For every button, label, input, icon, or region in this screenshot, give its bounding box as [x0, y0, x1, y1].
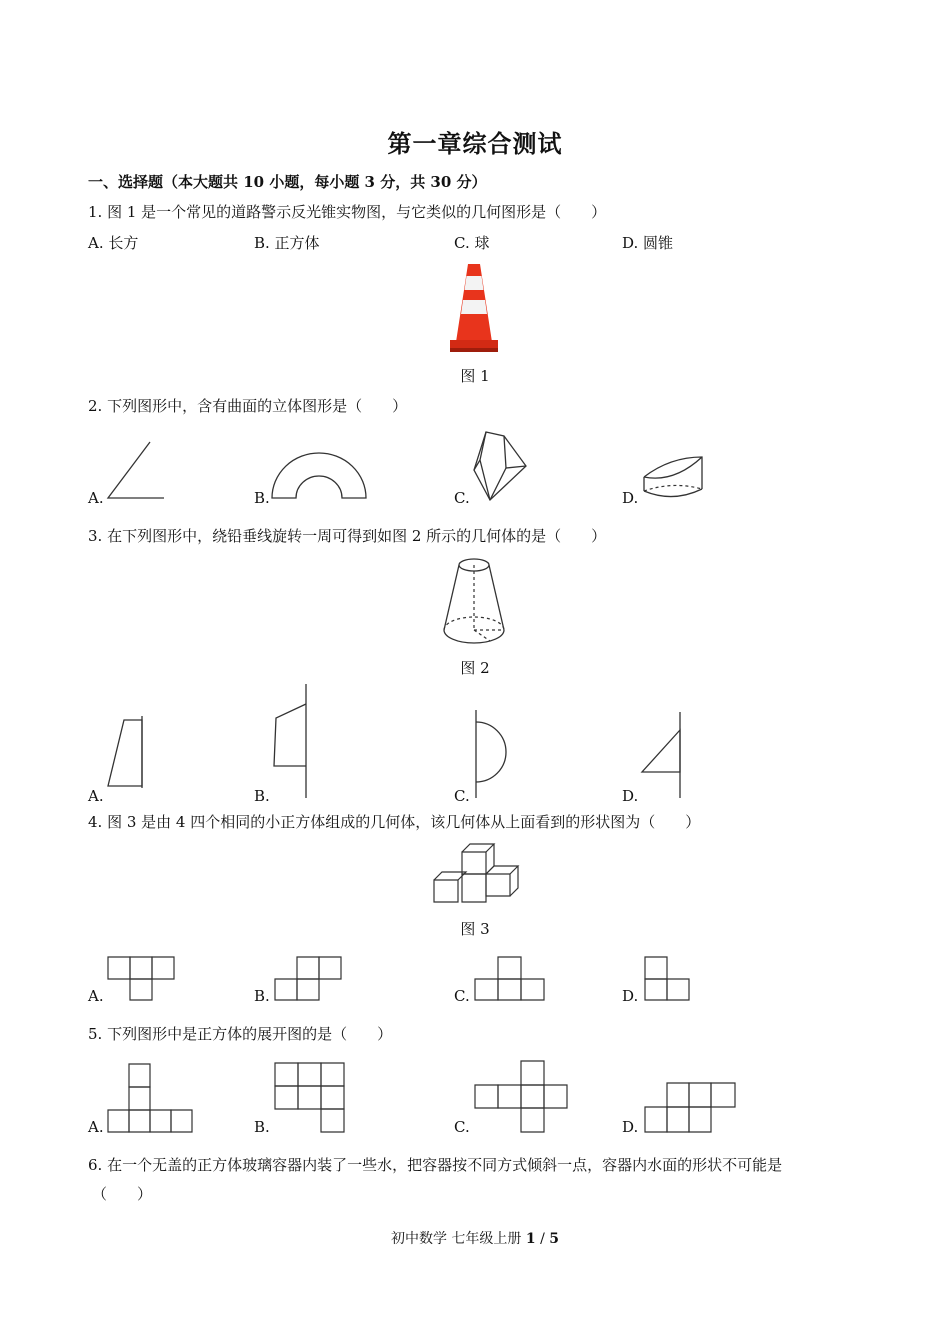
question-6-stem: 6. 在一个无盖的正方体玻璃容器内装了一些水，把容器按不同方式倾斜一点，容器内水面的形状不可能是	[88, 1156, 783, 1174]
q3-option-c: C.	[454, 787, 470, 805]
q5-option-b-net	[274, 1062, 346, 1134]
q2-option-a: A.	[88, 489, 104, 507]
section-heading: 一、选择题（本大题共 10 小题，每小题 3 分，共 30 分）	[88, 173, 487, 191]
footer-total-pages: 5	[549, 1231, 560, 1247]
figure-1-caption: 图 1	[460, 367, 490, 385]
q4-option-b: B.	[254, 987, 270, 1005]
q1-option-d: D. 圆锥	[622, 234, 674, 252]
q5-option-c: C.	[454, 1118, 470, 1136]
q4-option-c: C.	[454, 987, 470, 1005]
q2-option-b: B.	[254, 489, 270, 507]
q3-option-b: B.	[254, 787, 270, 805]
q4-option-d: D.	[622, 987, 639, 1005]
q5-option-d: D.	[622, 1118, 639, 1136]
q3-inverted-trapezoid-figure	[270, 682, 312, 800]
q3-triangle-figure	[638, 710, 684, 800]
q5-option-a-net	[107, 1062, 197, 1134]
q3-option-d: D.	[622, 787, 639, 805]
q4-option-a-grid	[107, 956, 177, 1002]
q1-option-b: B. 正方体	[254, 234, 320, 252]
figure-2-frustum	[440, 556, 510, 648]
q3-semicircle-figure	[470, 708, 514, 800]
question-5-stem: 5. 下列图形中是正方体的展开图的是（ ）	[88, 1025, 393, 1043]
q2-option-d: D.	[622, 489, 639, 507]
footer-page-number: 1	[525, 1231, 536, 1247]
question-6-blank: （ ）	[92, 1185, 153, 1203]
footer-separator: /	[540, 1231, 545, 1247]
q4-option-c-grid	[474, 956, 548, 1002]
q3-trapezoid-figure	[104, 714, 160, 790]
figure-2-caption: 图 2	[460, 659, 490, 677]
q5-option-d-net	[644, 1082, 740, 1134]
question-1-stem: 1. 图 1 是一个常见的道路警示反光锥实物图，与它类似的几何图形是（ ）	[88, 203, 607, 221]
q2-angle-figure	[104, 440, 168, 502]
figure-3-caption: 图 3	[460, 920, 490, 938]
q1-option-a: A. 长方	[88, 234, 139, 252]
q2-semi-ring-figure	[270, 450, 370, 502]
q2-cut-cylinder-figure	[640, 455, 706, 503]
traffic-cone-image	[446, 262, 502, 356]
figure-3-cubes	[432, 842, 522, 906]
q2-prism-figure	[470, 430, 530, 502]
page-title: 第一章综合测试	[387, 129, 563, 158]
q5-option-c-net	[474, 1060, 572, 1136]
q5-option-a: A.	[88, 1118, 104, 1136]
q2-option-c: C.	[454, 489, 470, 507]
question-3-stem: 3. 在下列图形中，绕铅垂线旋转一周可得到如图 2 所示的几何体的是（ ）	[88, 527, 607, 545]
q4-option-b-grid	[274, 956, 344, 1002]
footer-course: 初中数学 七年级上册	[390, 1231, 522, 1247]
question-2-stem: 2. 下列图形中，含有曲面的立体图形是（ ）	[88, 397, 408, 415]
q4-option-d-grid	[644, 956, 694, 1002]
q4-option-a: A.	[88, 987, 104, 1005]
q5-option-b: B.	[254, 1118, 270, 1136]
q3-option-a: A.	[88, 787, 104, 805]
page-footer	[0, 1228, 950, 1248]
question-4-stem: 4. 图 3 是由 4 四个相同的小正方体组成的几何体，该几何体从上面看到的形状图为（ ）	[88, 813, 701, 831]
q1-option-c: C. 球	[454, 234, 490, 252]
